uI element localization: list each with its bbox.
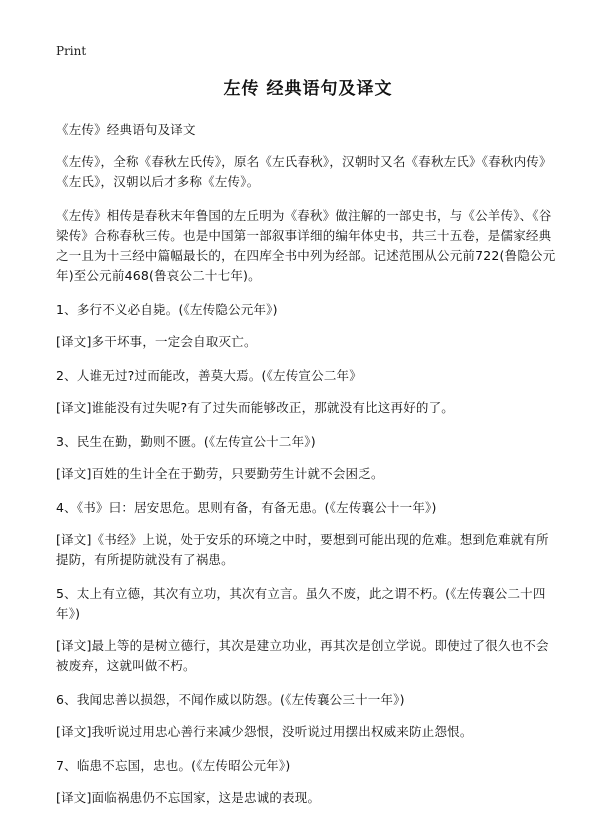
quote-7: 7、临患不忘国，忠也。(《左传昭公元年》): [56, 758, 291, 773]
translation-7: [译文]面临祸患仍不忘国家，这是忠诚的表现。: [56, 790, 321, 805]
intro-paragraph-2: 《左传》相传是春秋末年鲁国的左丘明为《春秋》做注解的一部史书，与《公羊传》、《谷梁传》合称春秋三传。也是中国第一部叙事详细的编年体史书，共三十五卷，是儒家经典之一且为十三经中篇幅最长的，在四库全书中列为经部。记述范围从公元前722(鲁隐公元年)至公元前468(鲁哀公二十七年)。: [56, 208, 556, 283]
quote-6: 6、我闻忠善以损怨，不闻作威以防怨。(《左传襄公三十一年》): [56, 692, 405, 707]
subtitle: 《左传》经典语句及译文: [56, 122, 196, 137]
quote-5: 5、太上有立德，其次有立功，其次有立言。虽久不废，此之谓不朽。(《左传襄公二十四年》): [56, 586, 546, 621]
translation-4: [译文]《书经》上说，处于安乐的环境之中时，要想到可能出现的危难。想到危难就有所提防，有所提防就没有了祸患。: [56, 532, 549, 567]
quote-1: 1、多行不义必自毙。(《左传隐公元年》): [56, 302, 278, 317]
translation-2: [译文]谁能没有过失呢?有了过失而能够改正，那就没有比这再好的了。: [56, 400, 454, 415]
quote-4: 4、《书》曰：居安思危。思则有备，有备无患。(《左传襄公十一年》): [56, 500, 437, 515]
translation-6: [译文]我听说过用忠心善行来减少怨恨，没听说过用摆出权威来防止怨恨。: [56, 724, 473, 739]
page-title: 左传 经典语句及译文: [223, 79, 393, 99]
translation-3: [译文]百姓的生计全在于勤劳，只要勤劳生计就不会困乏。: [56, 466, 384, 481]
quote-2: 2、人谁无过?过而能改，善莫大焉。(《左传宣公二年》: [56, 368, 362, 383]
intro-paragraph-1: 《左传》，全称《春秋左氏传》，原名《左氏春秋》，汉朝时又名《春秋左氏》《春秋内传》《左氏》，汉朝以后才多称《左传》。: [56, 154, 552, 189]
quote-3: 3、民生在勤，勤则不匮。(《左传宣公十二年》): [56, 434, 316, 449]
translation-5: [译文]最上等的是树立德行，其次是建立功业，再其次是创立学说。即使过了很久也不会被废弃，这就叫做不朽。: [56, 638, 549, 673]
translation-1: [译文]多干坏事，一定会自取灭亡。: [56, 334, 257, 349]
print-label: Print: [56, 44, 87, 58]
